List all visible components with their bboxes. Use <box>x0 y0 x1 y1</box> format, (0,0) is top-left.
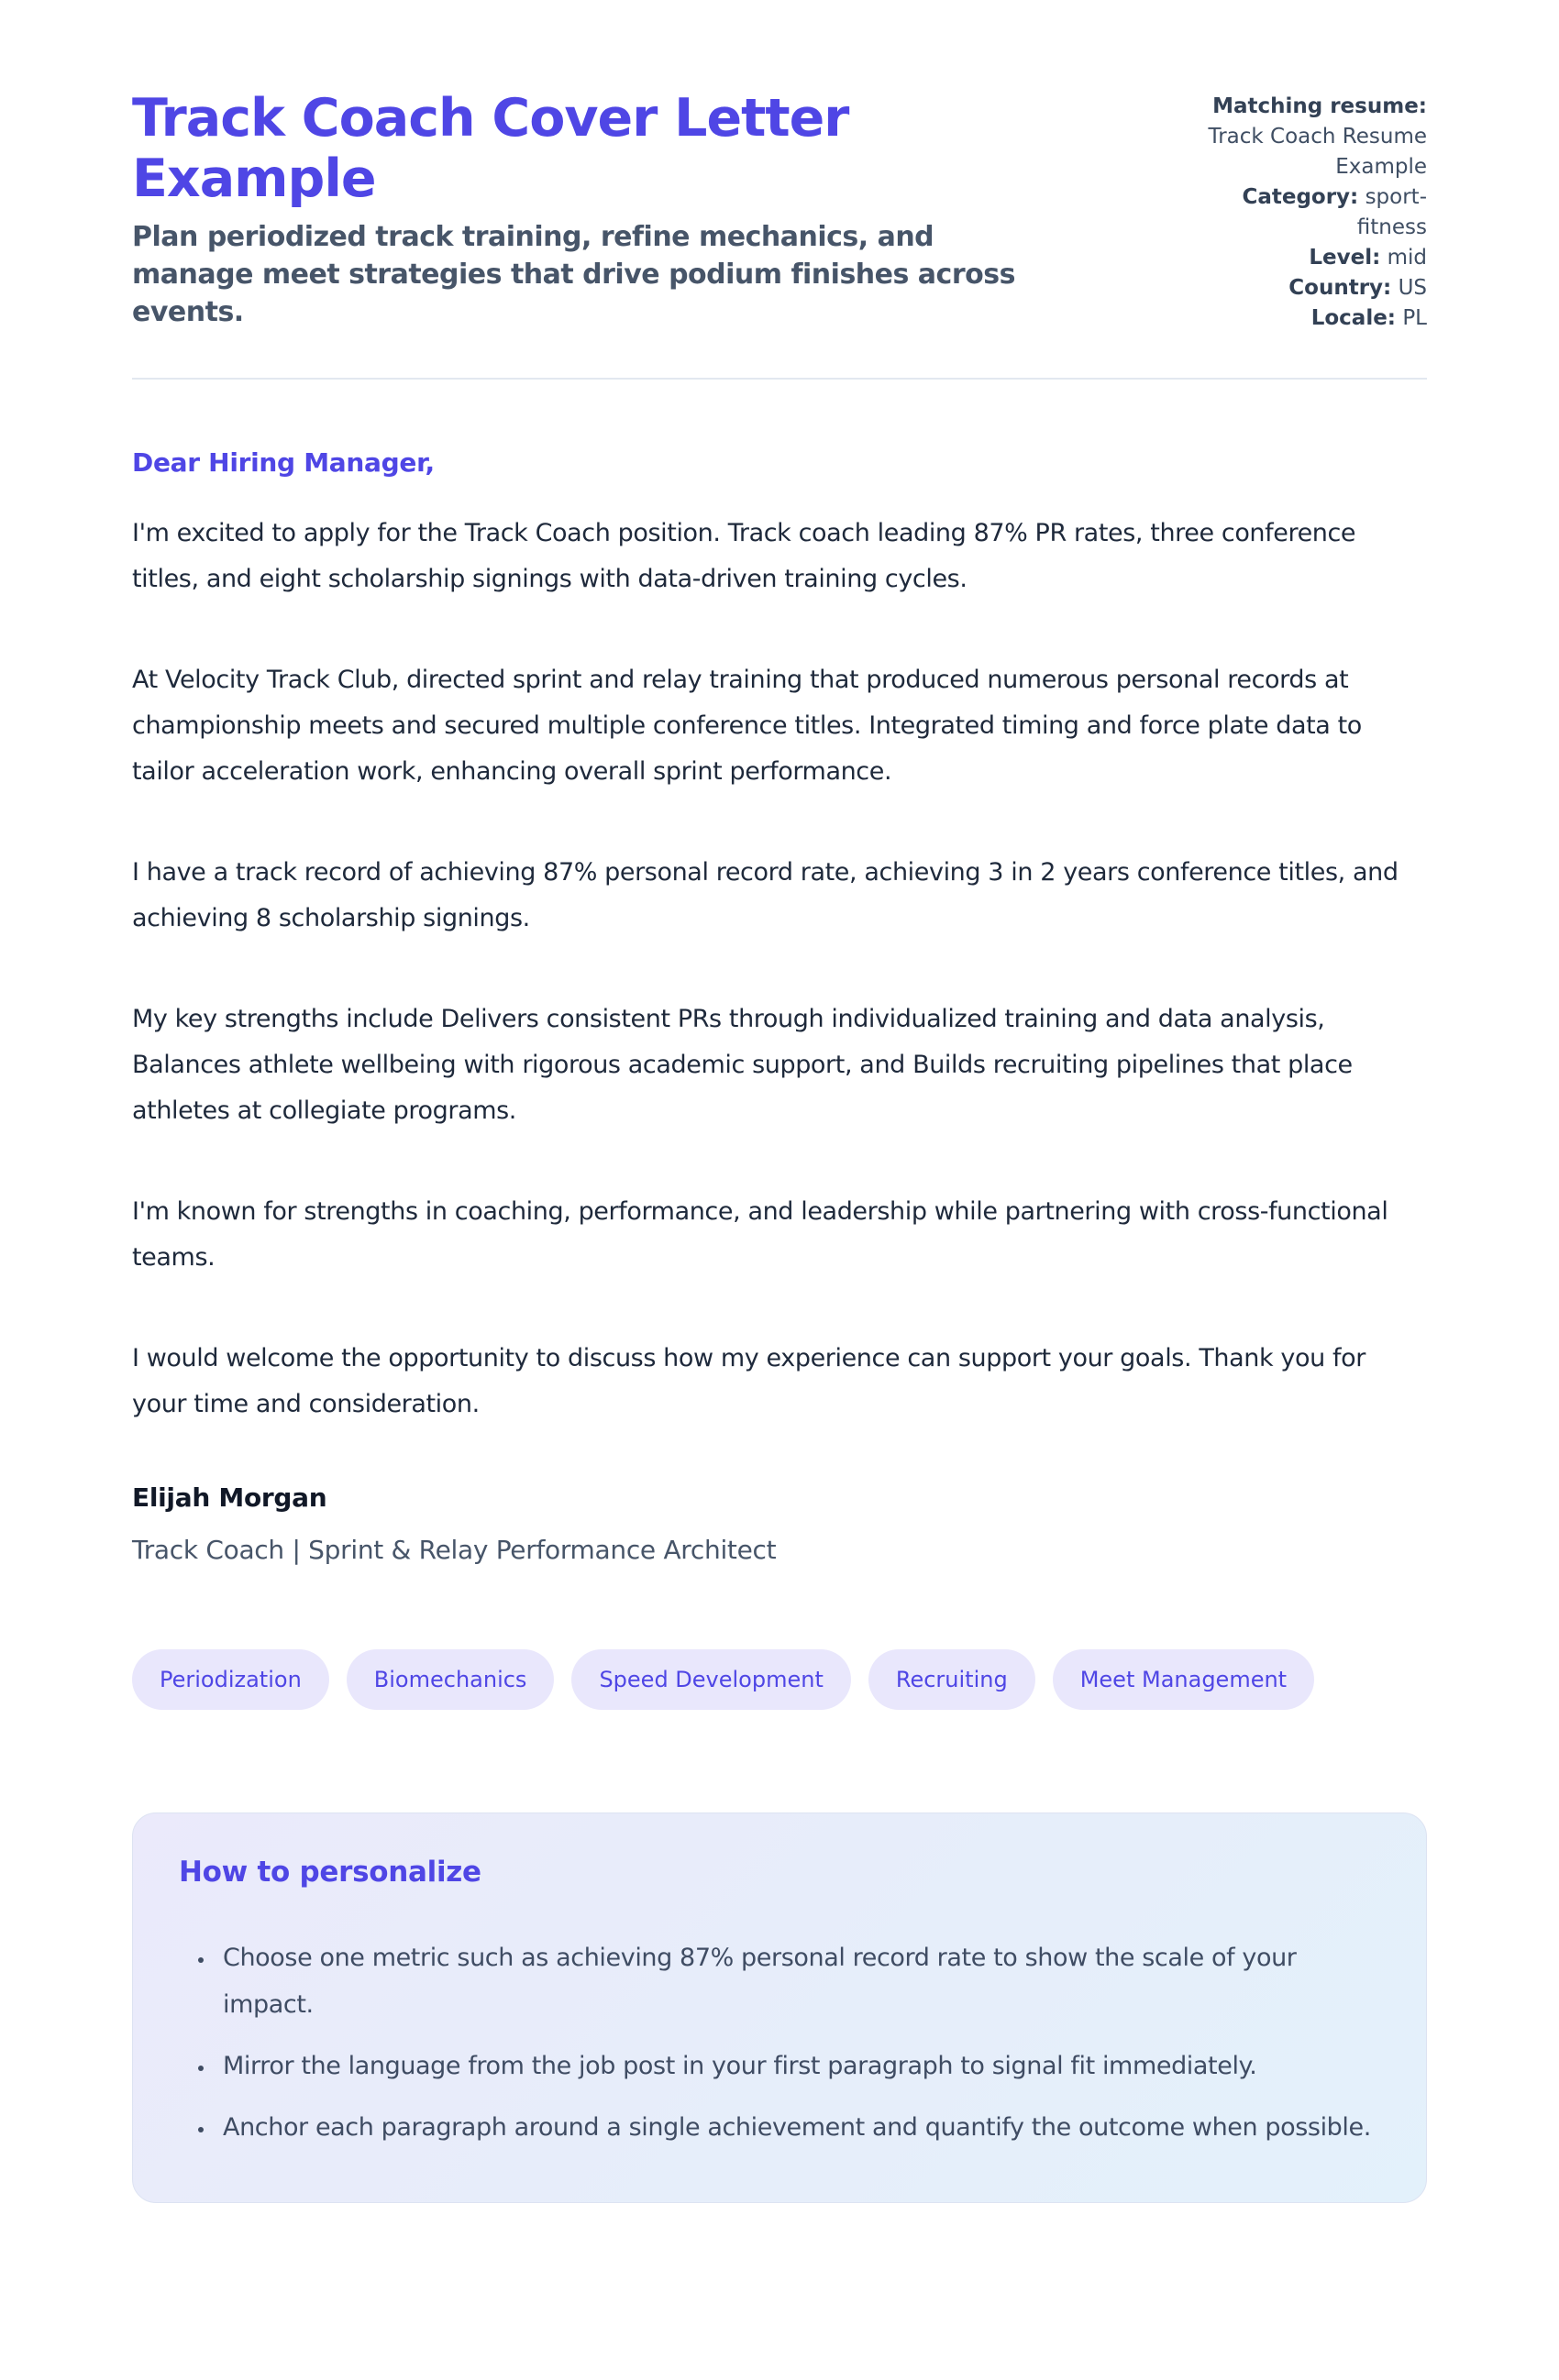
tip-item: • Choose one metric such as achieving 87% personal record rate to show the scale of your impact. <box>216 1934 1380 2028</box>
signature-name: Elijah Morgan <box>132 1482 327 1513</box>
meta-label: Locale: <box>1310 306 1396 330</box>
letter-paragraph: I would welcome the opportunity to discuss how my experience can support your goals. Thank you for your time and consideration. <box>132 1344 1366 1418</box>
letter-salutation: Dear Hiring Manager, <box>132 447 435 478</box>
meta-country <box>1190 273 1427 303</box>
meta-label: Level: <box>1309 246 1381 270</box>
tag-meet-management[interactable]: Meet Management <box>1053 1649 1314 1710</box>
letter-paragraph: My key strengths include Delivers consistent PRs through individualized training and data analysis, Balances athlete wellbeing with rigorous academic support, and Builds recruiting pipelines that place athletes at collegiate programs. <box>132 1005 1353 1125</box>
tag-periodization[interactable]: Periodization <box>132 1649 329 1710</box>
letter-body <box>132 511 1427 1427</box>
skill-tags <box>132 1649 1427 1710</box>
meta-label: Country: <box>1288 276 1392 300</box>
signature-title: Track Coach | Sprint & Relay Performance Architect <box>132 1535 777 1565</box>
how-to-personalize-box <box>132 1813 1427 2203</box>
meta-label: Matching resume: <box>1212 94 1427 118</box>
tip-item: • Mirror the language from the job post in your first paragraph to signal fit immediately. <box>216 2043 1380 2089</box>
page-subtitle: Plan periodized track training, refine mechanics, and manage meet strategies that drive podium finishes across events. <box>132 221 1015 328</box>
meta-matching-resume <box>1190 92 1427 182</box>
meta-value: mid <box>1387 246 1427 270</box>
letter-paragraph: At Velocity Track Club, directed sprint and relay training that produced numerous personal records at championship meets and secured multiple conference titles. Integrated timing and force plate data to tailor acceleration work, enhancing overall sprint performance. <box>132 666 1362 786</box>
tips-list <box>179 1934 1380 2151</box>
page-container <box>132 0 1427 2203</box>
meta-locale <box>1190 303 1427 334</box>
signature-block <box>132 1482 1427 1565</box>
resume-meta-block <box>1190 88 1427 334</box>
meta-value: PL <box>1402 306 1427 330</box>
header-title-block <box>132 88 1086 331</box>
meta-value: Track Coach Resume Example <box>1208 125 1427 179</box>
letter-paragraph: I'm known for strengths in coaching, performance, and leadership while partnering with cross-functional teams. <box>132 1197 1388 1272</box>
meta-level <box>1190 243 1427 273</box>
meta-category <box>1190 182 1427 243</box>
tag-speed-development[interactable]: Speed Development <box>571 1649 850 1710</box>
header-divider <box>132 378 1427 380</box>
letter-paragraph: I have a track record of achieving 87% personal record rate, achieving 3 in 2 years conference titles, and achieving 8 scholarship signings. <box>132 858 1399 932</box>
tag-biomechanics[interactable]: Biomechanics <box>347 1649 555 1710</box>
letter-paragraph: I'm excited to apply for the Track Coach position. Track coach leading 87% PR rates, three conference titles, and eight scholarship signings with data-driven training cycles. <box>132 519 1356 593</box>
tag-recruiting[interactable]: Recruiting <box>868 1649 1035 1710</box>
page-title: Track Coach Cover Letter Example <box>132 88 849 209</box>
tip-item: • Anchor each paragraph around a single achievement and quantify the outcome when possible. <box>216 2104 1380 2151</box>
meta-value: sport-fitness <box>1356 185 1427 239</box>
meta-value: US <box>1398 276 1427 300</box>
header <box>132 88 1427 334</box>
tips-heading: How to personalize <box>179 1856 481 1889</box>
meta-label: Category: <box>1242 185 1359 209</box>
